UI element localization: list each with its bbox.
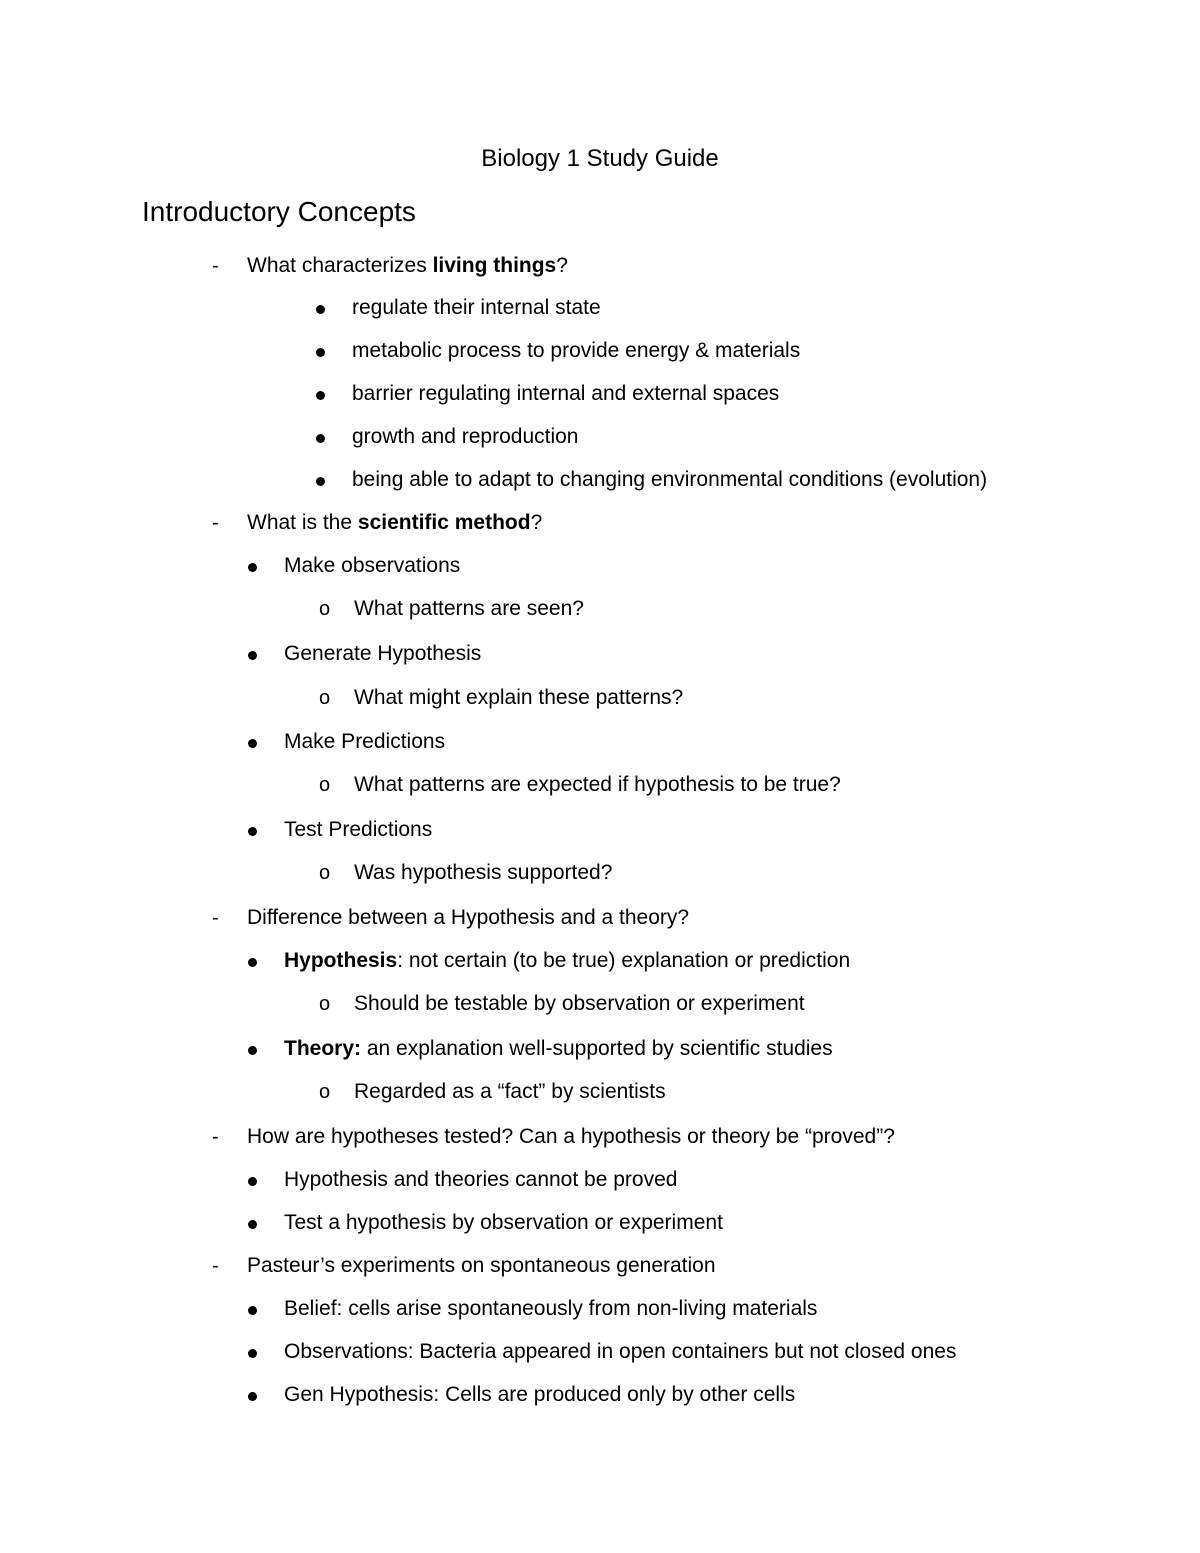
bullet-icon	[248, 1338, 257, 1366]
definition: an explanation well-supported by scientific studies	[361, 1037, 833, 1060]
bullet-icon	[316, 337, 325, 365]
term: Theory:	[284, 1037, 362, 1060]
question-text: ?	[530, 511, 543, 534]
circle-bullet-icon: o	[319, 993, 331, 1015]
circle-bullet-icon: o	[319, 687, 331, 709]
list-item: metabolic process to provide energy & materials	[352, 339, 801, 362]
list-item: being able to adapt to changing environmental conditions (evolution)	[352, 468, 988, 491]
bullet-icon	[248, 640, 257, 668]
bullet-icon	[248, 947, 257, 975]
list-item: Observations: Bacteria appeared in open containers but not closed ones	[284, 1340, 957, 1363]
circle-bullet-icon: o	[319, 598, 331, 620]
list-item: Belief: cells arise spontaneously from non-living materials	[284, 1297, 818, 1320]
question-scientific-method	[247, 509, 542, 537]
question-text: What characterizes	[247, 254, 433, 277]
bullet-icon	[248, 1166, 257, 1194]
list-item: Generate Hypothesis	[284, 642, 482, 665]
bullet-icon	[316, 380, 325, 408]
circle-bullet-icon: o	[319, 862, 331, 884]
bullet-icon	[316, 466, 325, 494]
sub-list-item: Should be testable by observation or experiment	[354, 992, 805, 1015]
bullet-icon	[248, 1209, 257, 1237]
list-item: Test a hypothesis by observation or experiment	[284, 1211, 723, 1234]
question-keyword: living things	[432, 254, 557, 277]
list-item-theory	[284, 1035, 833, 1063]
term: Hypothesis	[284, 949, 398, 972]
bullet-icon	[248, 552, 257, 580]
document-title: Biology 1 Study Guide	[481, 145, 719, 172]
sub-list-item: Was hypothesis supported?	[354, 861, 613, 884]
list-item: regulate their internal state	[352, 296, 601, 319]
question-pasteur: Pasteur’s experiments on spontaneous generation	[247, 1254, 716, 1277]
dash-marker: -	[212, 1255, 219, 1277]
sub-list-item: What patterns are expected if hypothesis to be true?	[354, 773, 841, 796]
list-item-hypothesis	[284, 947, 850, 975]
bullet-icon	[316, 294, 325, 322]
definition: : not certain (to be true) explanation or prediction	[397, 949, 851, 972]
dash-marker: -	[212, 1126, 219, 1148]
dash-marker: -	[212, 512, 219, 534]
dash-marker: -	[212, 255, 219, 277]
question-text: What is the	[247, 511, 358, 534]
list-item: growth and reproduction	[352, 425, 579, 448]
bullet-icon	[248, 1035, 257, 1063]
circle-bullet-icon: o	[319, 1081, 331, 1103]
list-item: Make Predictions	[284, 730, 446, 753]
sub-list-item: Regarded as a “fact” by scientists	[354, 1080, 666, 1103]
section-heading: Introductory Concepts	[142, 196, 416, 227]
bullet-icon	[248, 1295, 257, 1323]
question-living-things	[247, 252, 568, 280]
sub-list-item: What might explain these patterns?	[354, 686, 684, 709]
list-item: Hypothesis and theories cannot be proved	[284, 1168, 678, 1191]
list-item: Make observations	[284, 554, 461, 577]
list-item: Test Predictions	[284, 818, 433, 841]
bullet-icon	[248, 1381, 257, 1409]
sub-list-item: What patterns are seen?	[354, 597, 584, 620]
question-testing-hypotheses: How are hypotheses tested? Can a hypothesis or theory be “proved”?	[247, 1125, 895, 1148]
list-item: Gen Hypothesis: Cells are produced only by other cells	[284, 1383, 796, 1406]
question-keyword: scientific method	[357, 511, 531, 534]
bullet-icon	[316, 423, 325, 451]
dash-marker: -	[212, 907, 219, 929]
circle-bullet-icon: o	[319, 774, 331, 796]
list-item: barrier regulating internal and external spaces	[352, 382, 780, 405]
question-hypothesis-vs-theory: Difference between a Hypothesis and a theory?	[247, 906, 690, 929]
question-text: ?	[556, 254, 568, 277]
bullet-icon	[248, 728, 257, 756]
bullet-icon	[248, 816, 257, 844]
